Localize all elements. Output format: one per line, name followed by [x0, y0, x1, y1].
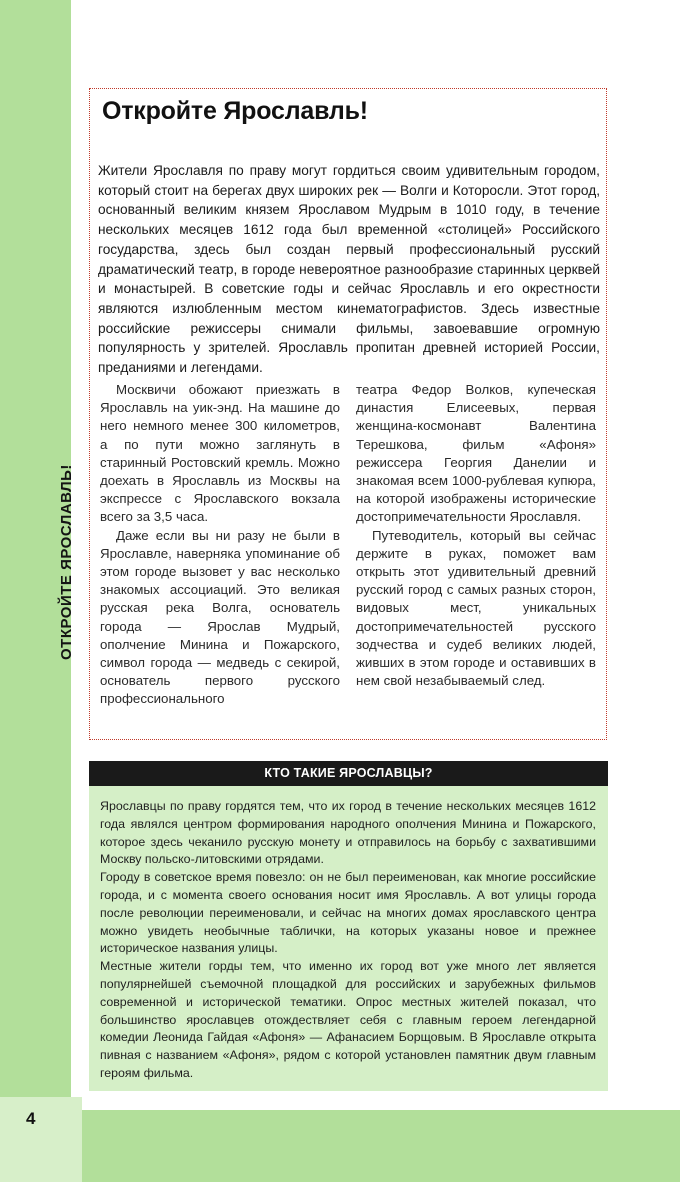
info-box: [89, 761, 608, 1091]
column-left: [100, 381, 340, 709]
column-right: [356, 381, 596, 709]
body-columns: [100, 381, 596, 709]
body-paragraph: театра Федор Волков, купеческая династия Елисеевых, первая женщина-космонавт Валентина Терешкова, фильм «Афоня» режиссера Георгия Данелии и знакомая всем 1000-рублевая купюра, на которой изображены исторические достопримечательности Ярославля.: [356, 382, 596, 525]
body-paragraph: Путеводитель, который вы сейчас держите в руках, поможет вам открыть этот удивительный древний русский город с самых разных сторон, видовых мест, уникальных достопримечательностей русского зодчества и судеб великих людей, живших в этом городе и оставивших в нем свой незабываемый след.: [356, 527, 596, 689]
running-header-vertical: ОТКРОЙТЕ ЯРОСЛАВЛЬ!: [58, 464, 75, 660]
page-number: 4: [26, 1109, 36, 1128]
lead-paragraph: Жители Ярославля по праву могут гордиться своим удивительным городом, который стоит на берегах двух широких рек — Волги и Которосли. Этот город, основанный великим князем Ярославом Мудрым в 1010 году, в течение нескольких месяцев 1612 года был временной «столицей» Российского государства, здесь был создан первый профессиональный русский драматический театр, в городе невероятное разнообразие старинных церквей и монастырей. В советские годы и сейчас Ярославль и его окрестности являются излюбленным местом кинематографистов. Здесь известные российские режиссеры снимали фильмы, завоевавшие огромную популярность у зрителей. Ярославль пропитан древней историей России, преданиями и легендами.: [98, 163, 600, 376]
body-paragraph: Даже если вы ни разу не были в Ярославле, наверняка упоминание об этом городе вызовет у вас несколько знакомых ассоциаций. Это великая русская река Волга, основатель города — Ярослав Мудрый, ополчение Минина и Пожарского, символ города — медведь с секирой, основатель первого русского профессионального: [100, 527, 340, 707]
page-number-box: [0, 1097, 82, 1182]
body-paragraph: Москвичи обожают приезжать в Ярославль на уик-энд. На машине до него немного менее 300 километров, а по пути можно заглянуть в старинный Ростовский кремль. Можно доехать в Ярославль из Москвы на экспрессе с Ярославского вокзала всего за 3,5 часа.: [100, 382, 340, 525]
bottom-bar: [82, 1110, 680, 1182]
info-paragraph: Городу в советское время повезло: он не был переименован, как многие российские города, и с момента своего основания носит имя Ярославль. А вот улицы города после революции переименовали, и сейчас на многих домах ярославского центра можно увидеть необычные таблички, на которых указаны новое и прежнее историческое названия улицы.: [100, 870, 596, 956]
info-box-body: [89, 786, 608, 1083]
info-box-title: КТО ТАКИЕ ЯРОСЛАВЦЫ?: [89, 761, 608, 786]
article-title: Откройте Ярославль!: [102, 97, 368, 125]
info-paragraph: Местные жители горды тем, что именно их город вот уже много лет является популярнейшей съемочной площадкой для российских и зарубежных фильмов современной и исторической тематики. Опрос местных жителей показал, что большинство ярославцев отождествляет себя с главным героем легендарной комедии Леонида Гайдая «Афоня» — Афанасием Борщовым. В Ярославле открыта пивная с названием «Афоня», рядом с которой установлен памятник двум главным героям фильма.: [100, 959, 596, 1080]
info-paragraph: Ярославцы по праву гордятся тем, что их город в течение нескольких месяцев 1612 года являлся центром формирования народного ополчения Минина и Пожарского, которое здесь чеканило русскую монету и отправилось на борьбу с захватившими Москву польско-литовскими отрядами.: [100, 799, 596, 867]
article-frame: [89, 88, 607, 740]
